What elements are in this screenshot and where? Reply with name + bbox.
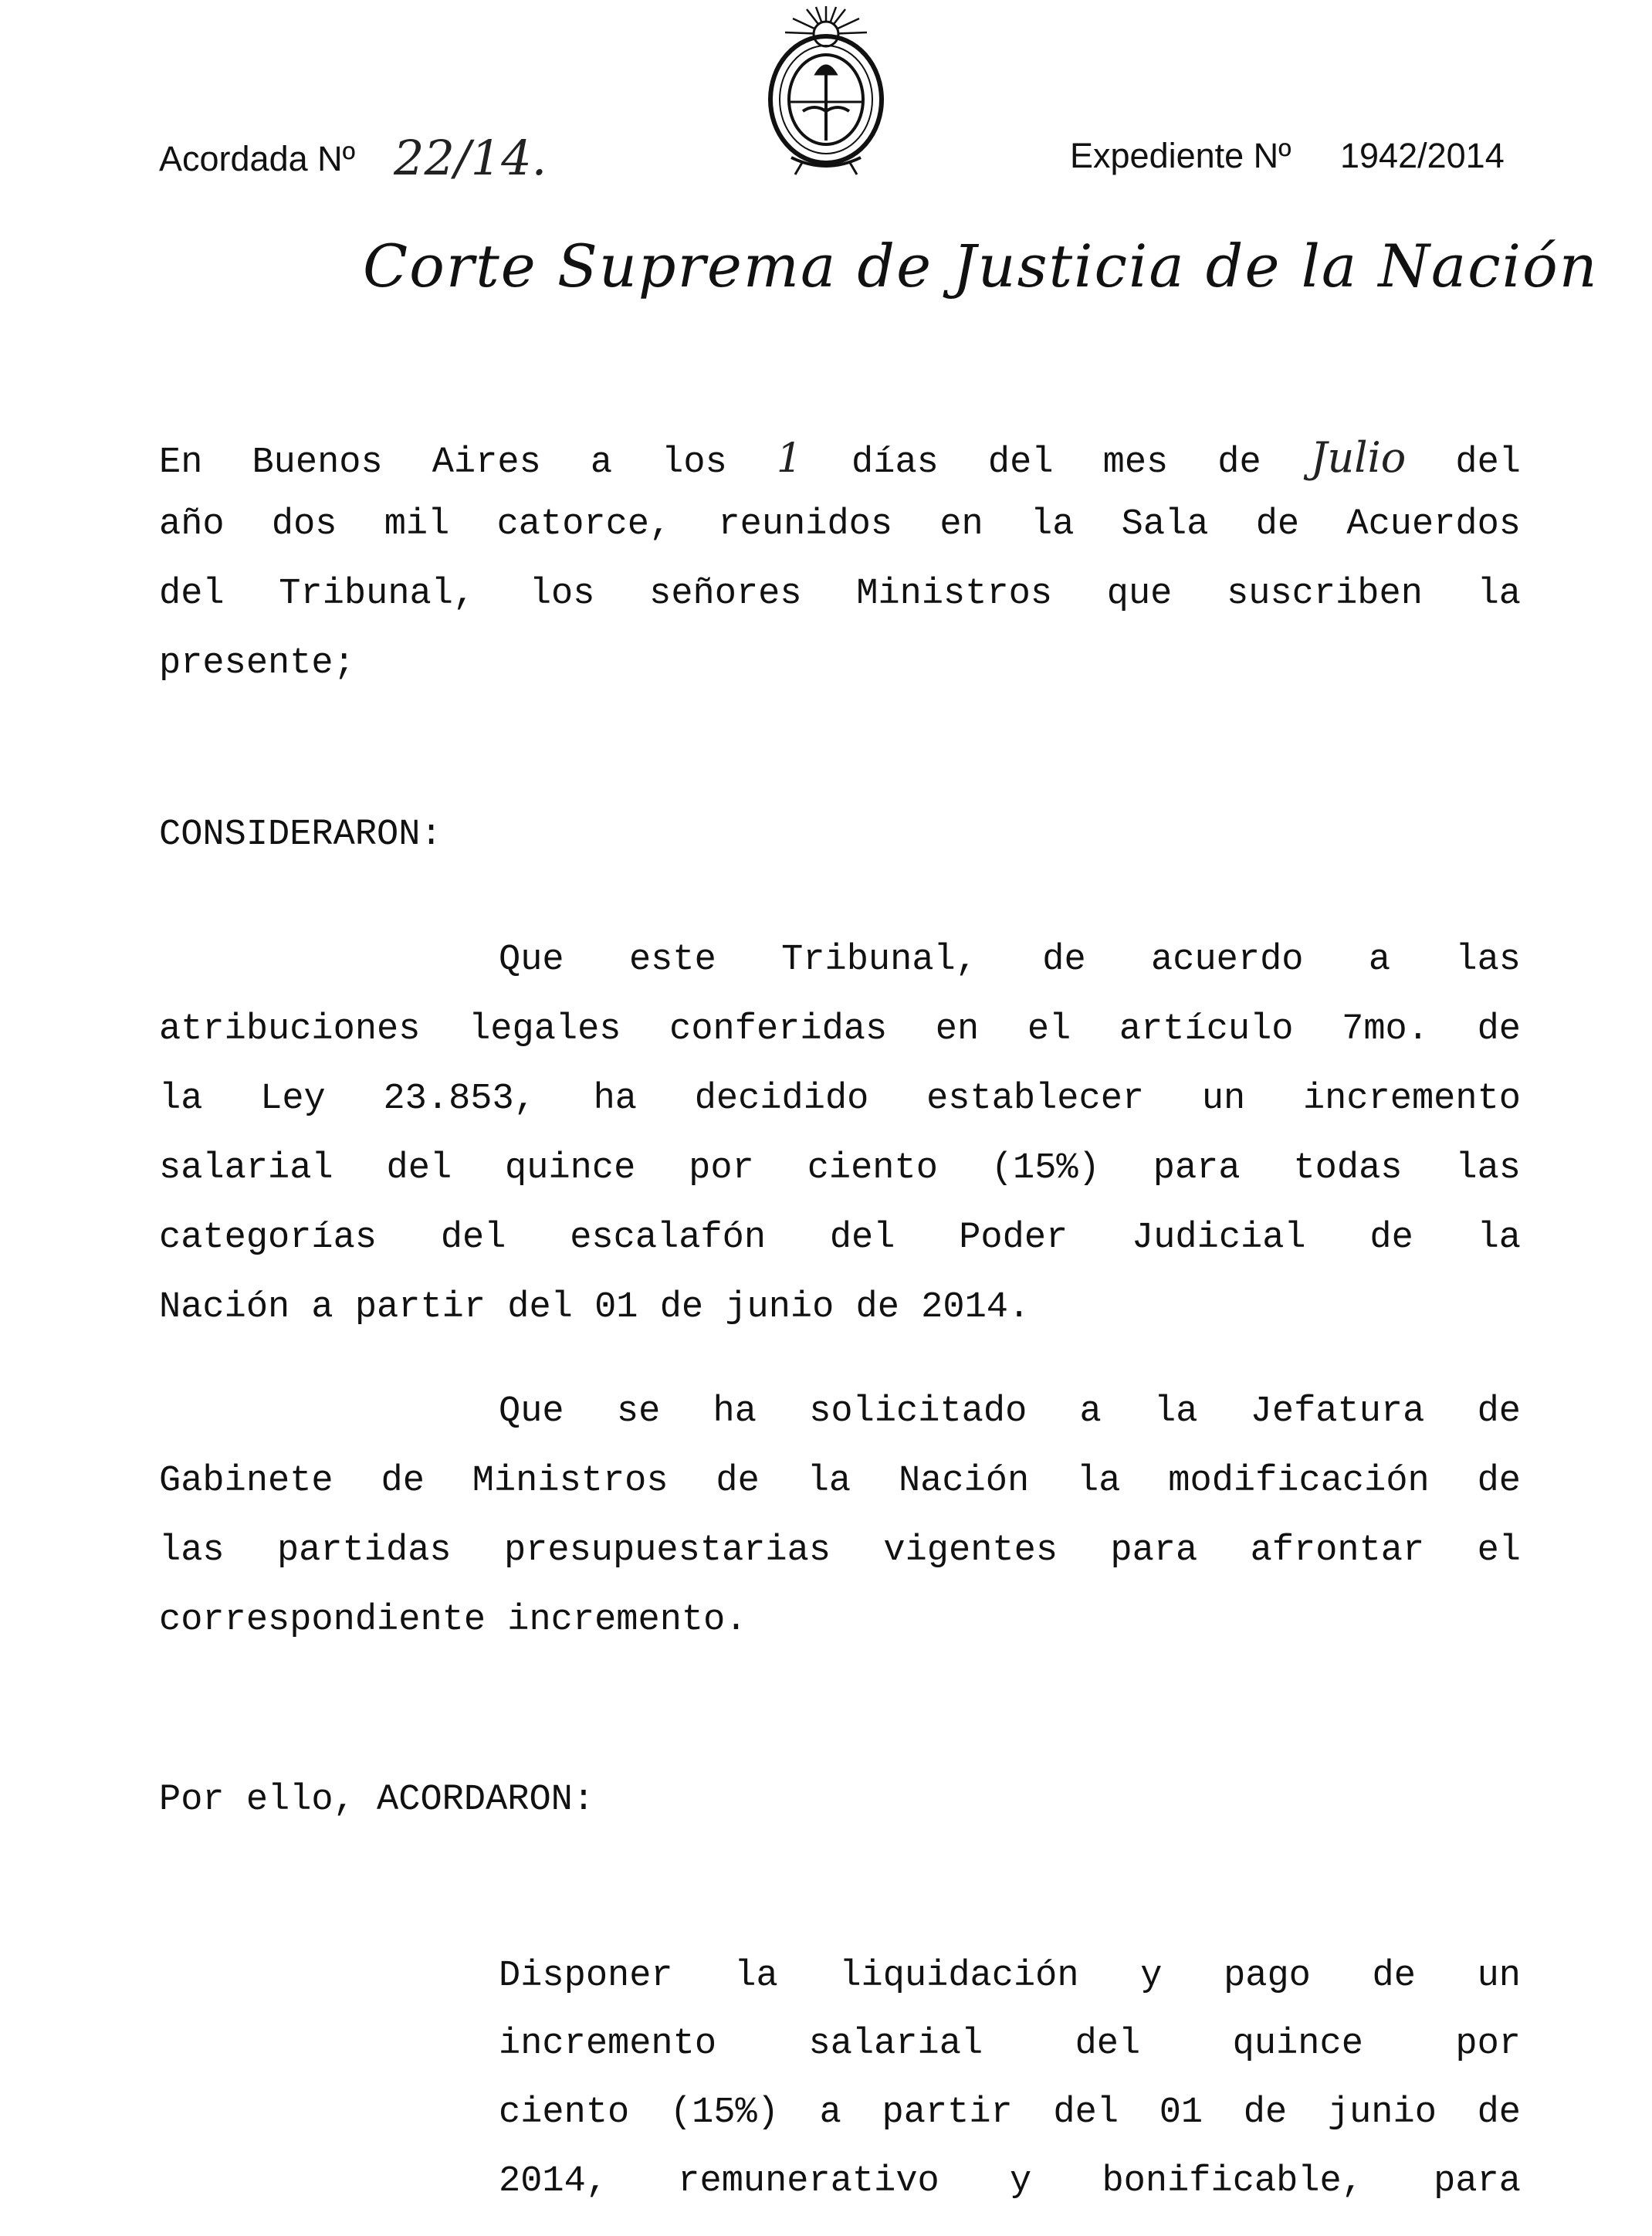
paragraph1-line-1: Que este Tribunal, de acuerdo a las [499,942,1521,978]
coat-of-arms-emblem [760,3,892,181]
expediente-number: 1942/2014 [1340,136,1505,175]
intro-text-b: días del mes de [851,442,1261,481]
paragraph1-line-4: salarial del quince por ciento (15%) para todas las [159,1150,1521,1187]
institution-title: Corte Suprema de Justicia de la Nación [363,232,1599,300]
considerations-heading: CONSIDERARON: [159,815,442,855]
resolution-line-1: Disponer la liquidación y pago de un [499,1958,1521,1994]
paragraph1-line-6: Nación a partir del 01 de junio de 2014. [159,1287,1031,1328]
resolution-line-4: 2014, remunerativo y bonificable, para [499,2163,1521,2200]
paragraph2-line-2: Gabinete de Ministros de la Nación la modificación de [159,1463,1521,1499]
paragraph2-line-4: correspondiente incremento. [159,1600,747,1641]
expediente-label: Expediente Nº [1070,136,1291,175]
handwritten-day: 1 [776,437,802,481]
intro-text-c: del [1455,442,1521,481]
resolution-heading: Por ello, ACORDARON: [159,1780,595,1821]
acordada-handwritten-number: 22/14. [394,130,547,186]
intro-line-4: presente; [159,643,355,684]
resolution-line-3: ciento (15%) a partir del 01 de junio de [499,2095,1521,2131]
paragraph1-line-5: categorías del escalafón del Poder Judicial de la [159,1220,1521,1256]
paragraph1-line-2: atribuciones legales conferidas en el artículo 7mo. de [159,1011,1521,1048]
paragraph1-line-3: la Ley 23.853, ha decidido establecer un incremento [159,1081,1521,1117]
acordada-label: Acordada Nº [159,139,356,178]
intro-text-a: En Buenos Aires a los [159,442,727,481]
intro-line-1 [159,437,1521,481]
handwritten-month: Julio [1310,437,1407,481]
resolution-line-2: incremento salarial del quince por [499,2026,1521,2062]
paragraph2-line-1: Que se ha solicitado a la Jefatura de [499,1394,1521,1430]
paragraph2-line-3: las partidas presupuestarias vigentes para afrontar el [159,1533,1521,1569]
intro-line-2: año dos mil catorce, reunidos en la Sala de Acuerdos [159,506,1521,543]
intro-line-3: del Tribunal, los señores Ministros que suscriben la [159,576,1521,612]
